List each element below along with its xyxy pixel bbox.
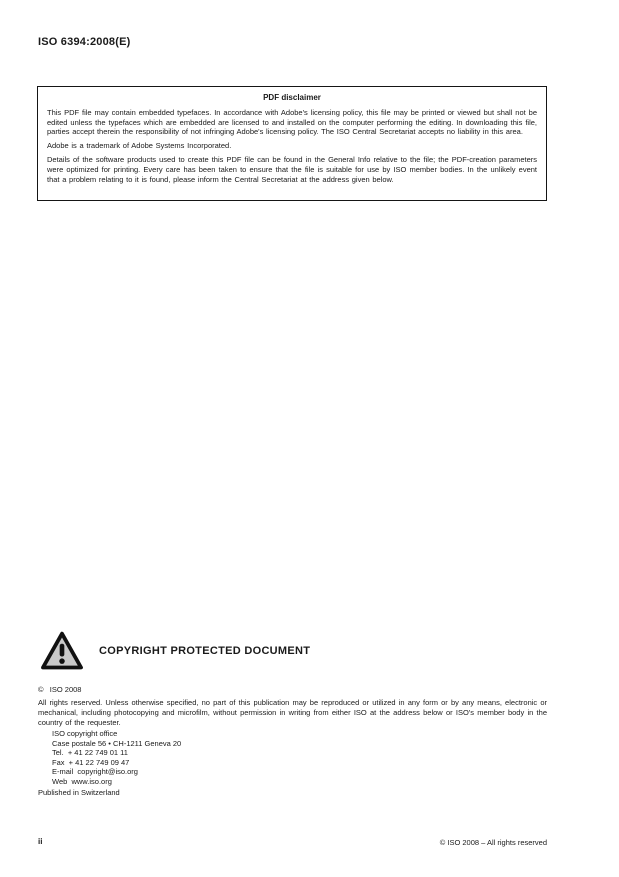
address-postal-line: Case postale 56 • CH-1211 Geneva 20 [52,738,182,748]
iso-address-block [52,729,181,787]
copyright-year-line: © ISO 2008 [38,685,82,694]
address-tel-line: Tel. + 41 22 749 01 11 [52,748,128,758]
address-web-line: Web www.iso.org [52,776,112,786]
copyright-protected-heading: COPYRIGHT PROTECTED DOCUMENT [99,645,311,657]
warning-triangle-icon [40,630,84,672]
all-rights-reserved-text: All rights reserved. Unless otherwise specified, no part of this publication may be reproduced or utilized in any form or by any means, electronic or mechanical, including photocopying and microfilm, without permission in writing from either ISO at the address below or ISO's member body in the country of the requester. [38,698,547,727]
address-email-line: E-mail copyright@iso.org [52,767,138,777]
copyright-banner [40,630,310,672]
disclaimer-paragraph: This PDF file may contain embedded typefaces. In accordance with Adobe's licensing policy, this file may be printed or viewed but shall not be edited unless the typefaces which are embedded are licensed to and installed on the computer performing the editing. In downloading this file, parties accept therein the responsibility of not infringing Adobe's licensing policy. The ISO Central Secretariat accepts no liability in this area. [47,108,537,137]
footer-page-number: ii [38,837,43,846]
address-office-line: ISO copyright office [52,729,118,738]
pdf-disclaimer-title: PDF disclaimer [263,93,321,102]
footer-copyright-text: © ISO 2008 – All rights reserved [439,838,547,847]
disclaimer-paragraph: Adobe is a trademark of Adobe Systems Incorporated. [47,141,232,151]
document-number: ISO 6394:2008(E) [38,36,131,48]
disclaimer-paragraph: Details of the software products used to create this PDF file can be found in the General Info relative to the file; the PDF-creation parameters were optimized for printing. Every care has been taken to ensure that the file is suitable for use by ISO member bodies. In the unlikely event that a problem relating to it is found, please inform the Central Secretariat at the address given below. [47,155,537,184]
published-in-switzerland-text: Published in Switzerland [38,788,120,797]
address-fax-line: Fax + 41 22 749 09 47 [52,757,130,767]
pdf-disclaimer-box [37,86,547,201]
